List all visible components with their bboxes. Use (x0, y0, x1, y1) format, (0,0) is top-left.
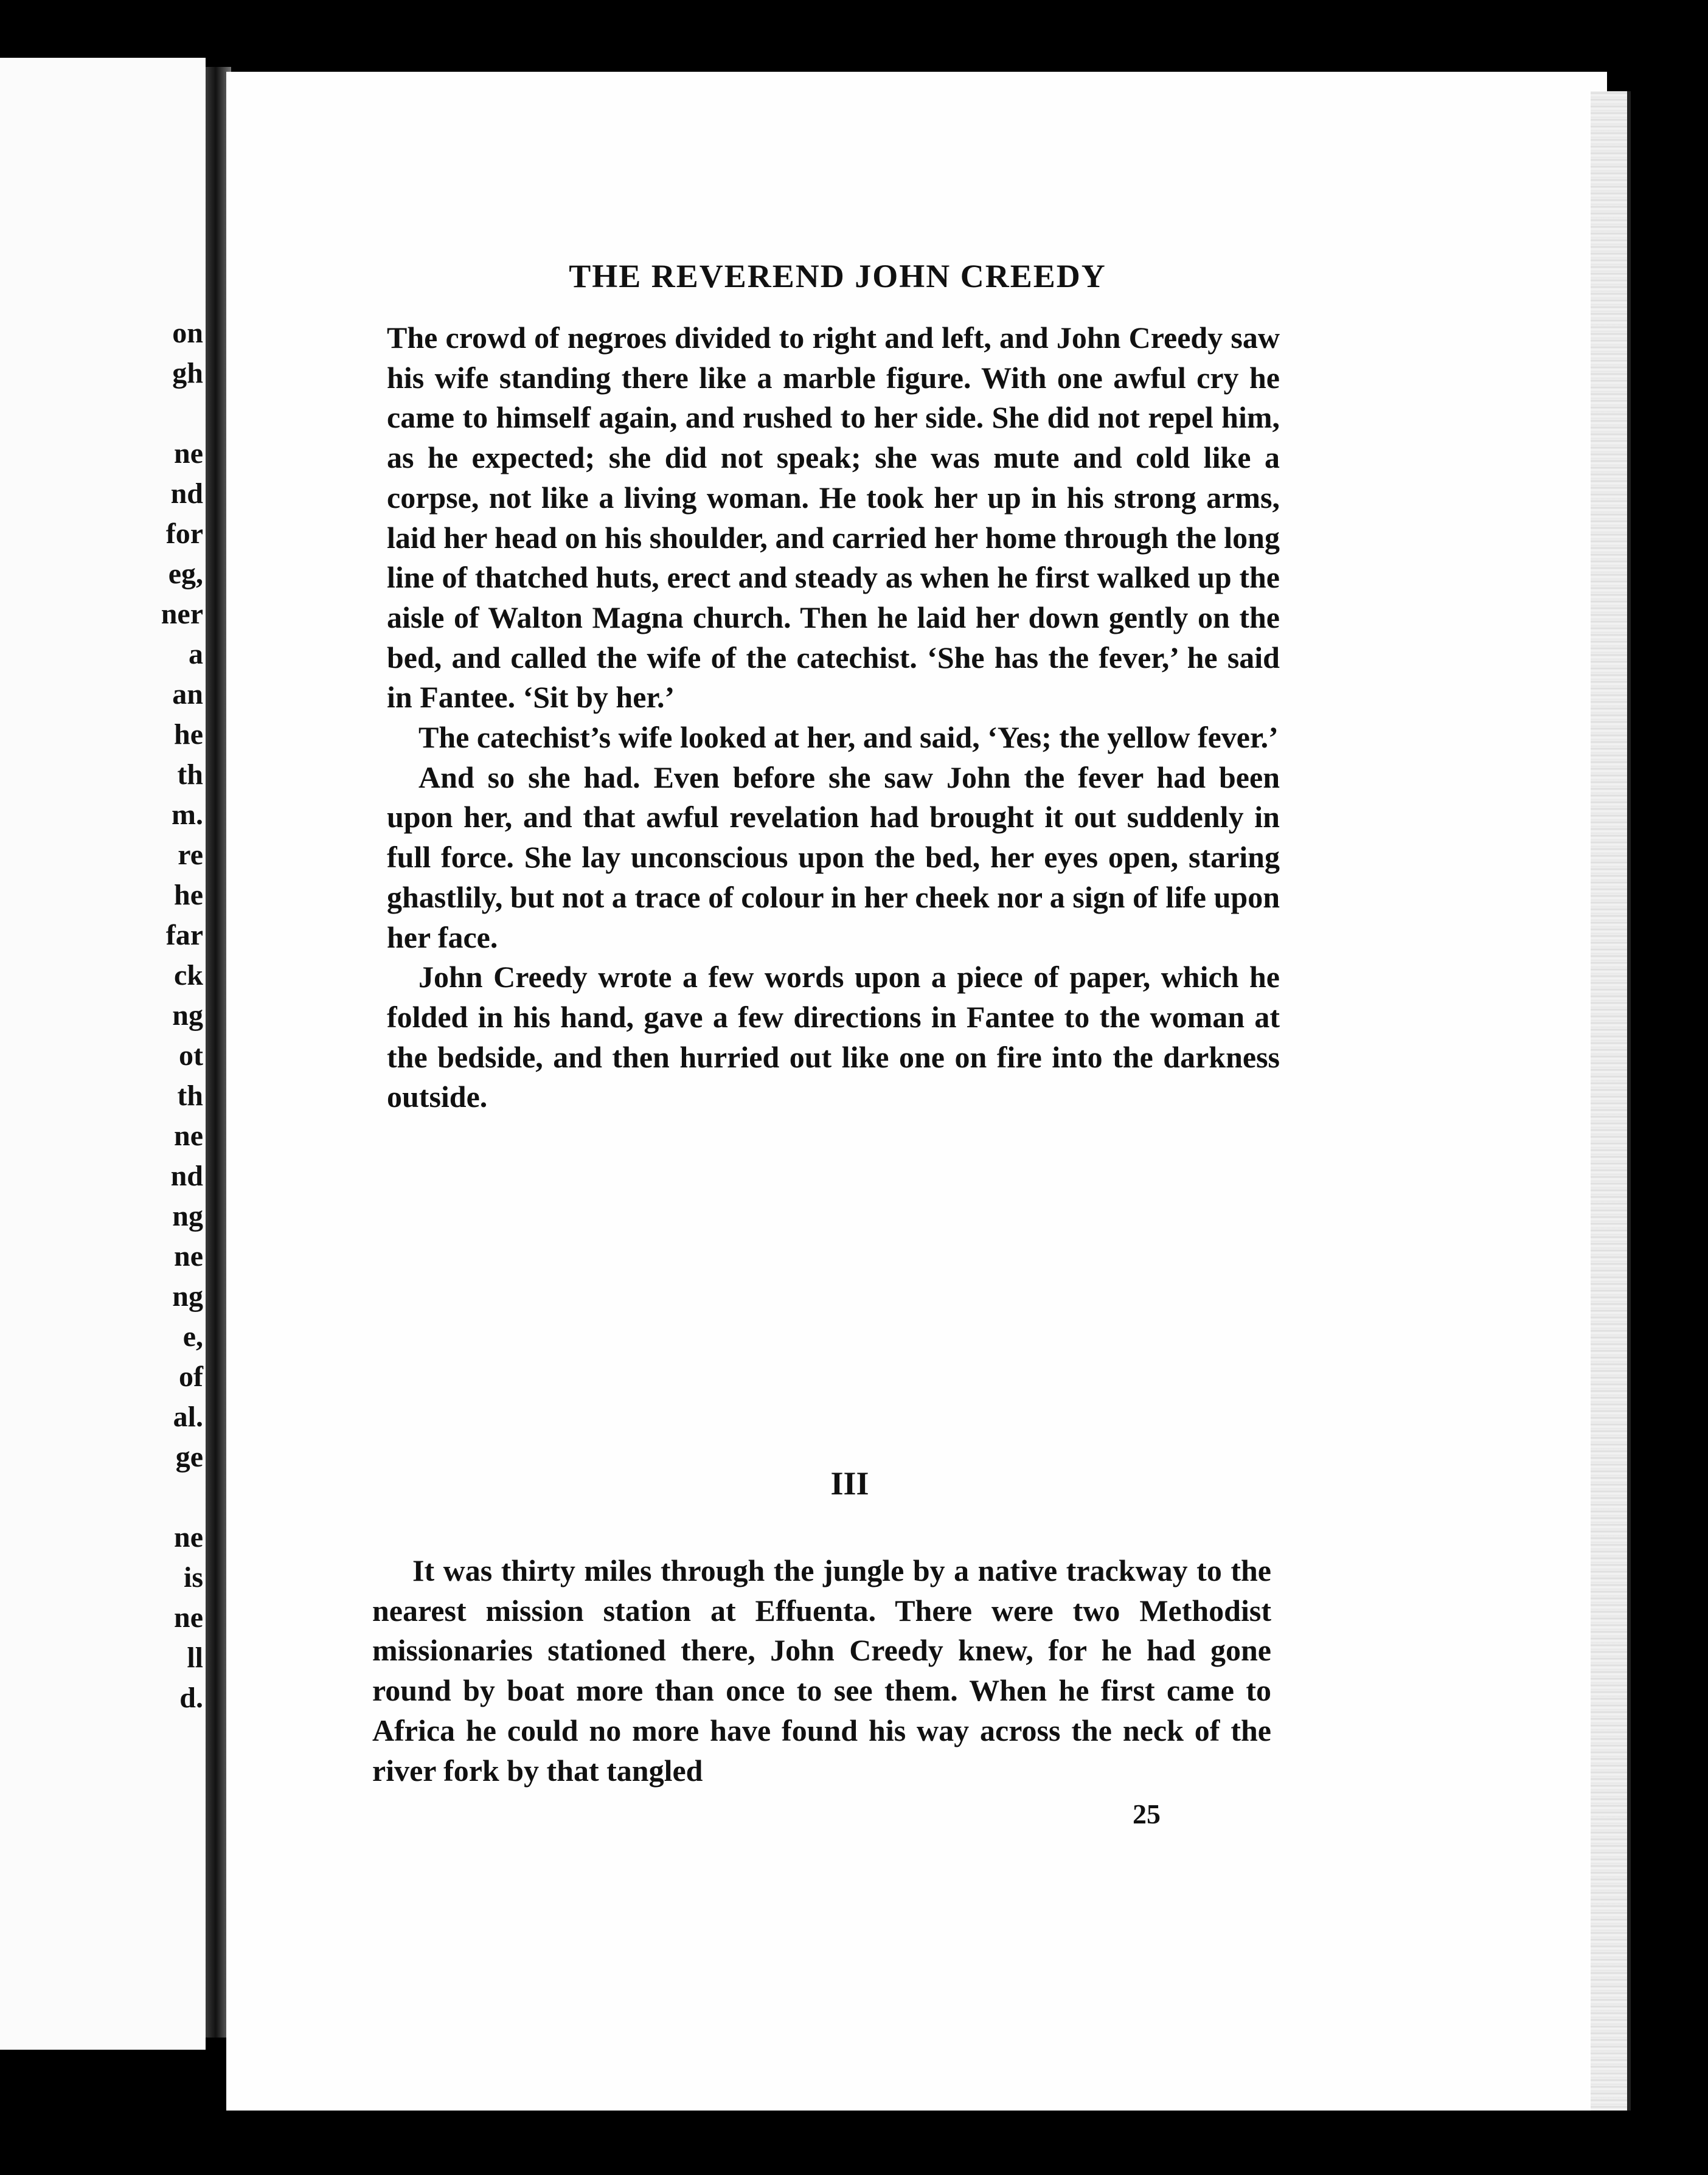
left-page-fragment: ll (187, 1642, 203, 1674)
left-page-fragment: ot (179, 1039, 203, 1072)
left-page-fragment: nd (170, 477, 203, 510)
left-page-fragment: ne (174, 437, 203, 470)
left-page-fragment: th (177, 758, 203, 791)
left-page-fragment: d. (179, 1682, 203, 1714)
page-number: 25 (1133, 1799, 1161, 1830)
left-page-fragment: ng (172, 999, 203, 1032)
paragraph: The crowd of negroes divided to right and left, and John Creedy saw his wife standing there like a marble figure. With one awful cry he came to himself again, and rushed to her side. She did not repel him, as he expected; she did not speak; she was mute and cold like a corpse, not like a living woman. He took her up in his strong arms, laid her head on his shoulder, and carried her home through the long line of thatched huts, erect and steady as when he first walked up the aisle of Walton Magna church. Then he laid her down gently on the bed, and called the wife of the catechist. ‘She has the fever,’ he said in Fantee. ‘Sit by her.’ (387, 321, 1280, 715)
page-edge (1591, 91, 1631, 2111)
left-page-fragment (161, 394, 203, 434)
paragraph: The catechist’s wife looked at her, and said, ‘Yes; the yellow fever.’ (418, 720, 1279, 755)
left-page-fragment: ng (172, 1280, 203, 1313)
left-page-fragment: al. (173, 1401, 203, 1433)
left-page-fragment: he (174, 718, 203, 751)
left-page-fragment: ne (174, 1521, 203, 1553)
book-page (226, 72, 1607, 2111)
left-page-fragment: eg, (168, 558, 203, 590)
left-page-fragment: of (179, 1361, 203, 1393)
left-page-fragment: th (177, 1080, 203, 1112)
left-page-fragment: an (172, 678, 203, 710)
left-page-fragment: ne (174, 1601, 203, 1634)
left-page-fragment: ne (174, 1240, 203, 1272)
left-page-fragment: gh (172, 357, 203, 389)
left-page-fragment: is (183, 1561, 203, 1594)
facing-left-page (0, 58, 206, 2050)
left-page-text-fragments (161, 313, 203, 1718)
paragraph: It was thirty miles through the jungle by a native trackway to the nearest mission station at Effuenta. There were two Methodist missionaries stationed there, John Creedy knew, for he had gone round by boat more than once to see them. When he first came to Africa he could no more have found his way across the neck of the river fork by that tangled (372, 1553, 1271, 1788)
left-page-fragment: ck (174, 959, 203, 991)
left-page-fragment: re (178, 839, 203, 871)
left-page-fragment: ne (174, 1120, 203, 1152)
left-page-fragment: ge (175, 1441, 203, 1473)
running-head: THE REVEREND JOHN CREEDY (569, 258, 1106, 294)
left-page-fragment: e, (182, 1320, 203, 1353)
left-page-fragment: m. (172, 799, 203, 831)
left-page-fragment: ner (161, 598, 203, 630)
paragraph: John Creedy wrote a few words upon a piece of paper, which he folded in his hand, gave a few directions in Fantee to the woman at the bedside, and then hurried out like one on fire into the darkness outside. (387, 960, 1280, 1114)
left-page-fragment: a (189, 638, 203, 670)
left-page-fragment: he (174, 879, 203, 911)
left-page-fragment: for (165, 518, 203, 550)
left-page-fragment (161, 1477, 203, 1518)
section-body-text (372, 1551, 1271, 1791)
left-page-fragment: on (172, 317, 203, 349)
left-page-fragment: far (165, 919, 203, 951)
left-page-fragment: ng (172, 1200, 203, 1232)
left-page-fragment: nd (170, 1160, 203, 1192)
section-number: III (830, 1465, 869, 1502)
body-text (387, 318, 1280, 1117)
paragraph: And so she had. Even before she saw John the fever had been upon her, and that awful revelation had brought it out suddenly in full force. She lay unconscious upon the bed, her eyes open, staring ghastlily, but not a trace of colour in her cheek nor a sign of life upon her face. (387, 760, 1280, 954)
